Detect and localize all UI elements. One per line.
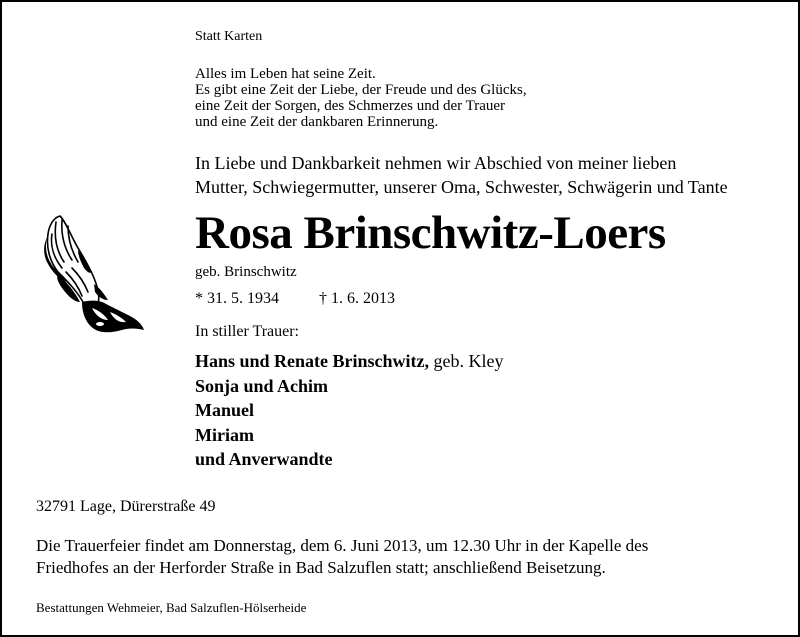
mourner-entry: Sonja und Achim (195, 375, 329, 396)
birth-date: * 31. 5. 1934 (195, 290, 279, 307)
mourner-entry (195, 349, 504, 374)
poem-line: Alles im Leben hat seine Zeit. (195, 66, 376, 82)
mourner-entry: Miriam (195, 424, 254, 445)
header-text: Statt Karten (195, 29, 263, 44)
poem-line: eine Zeit der Sorgen, des Schmerzes und der Trauer (195, 98, 506, 114)
mourners-list (195, 349, 504, 472)
mourner-name: Hans und Renate Brinschwitz, (195, 351, 430, 371)
death-date: † 1. 6. 2013 (319, 290, 395, 307)
address: 32791 Lage, Dürerstraße 49 (36, 498, 216, 515)
mourner-entry: Manuel (195, 400, 255, 420)
poem-line: Es gibt eine Zeit der Liebe, der Freude und des Glücks, (195, 82, 527, 98)
farewell-line: Mutter, Schwiegermutter, unserer Oma, Schwester, Schwägerin und Tante (195, 177, 728, 197)
undertaker: Bestattungen Wehmeier, Bad Salzuflen-Hölserheide (36, 600, 307, 615)
mourner-entry: und Anverwandte (195, 449, 333, 469)
funeral-info-line: Friedhofes an der Herforder Straße in Bad Salzuflen statt; anschließend Beisetzung. (36, 558, 606, 577)
poem (195, 66, 527, 130)
farewell-text (195, 151, 728, 199)
deceased-name: Rosa Brinschwitz-Loers (195, 207, 666, 259)
birth-name: geb. Brinschwitz (195, 264, 297, 280)
funeral-info (36, 535, 648, 579)
life-dates (195, 290, 395, 308)
poem-line: und eine Zeit der dankbaren Erinnerung. (195, 114, 439, 130)
funeral-info-line: Die Trauerfeier findet am Donnerstag, dem 6. Juni 2013, um 12.30 Uhr in der Kapelle des (36, 536, 649, 555)
mourning-intro: In stiller Trauer: (195, 323, 299, 340)
farewell-line: In Liebe und Dankbarkeit nehmen wir Abschied von meiner lieben (195, 153, 677, 173)
mourner-suffix: geb. Kley (429, 351, 504, 371)
praying-hands-icon (38, 212, 146, 337)
